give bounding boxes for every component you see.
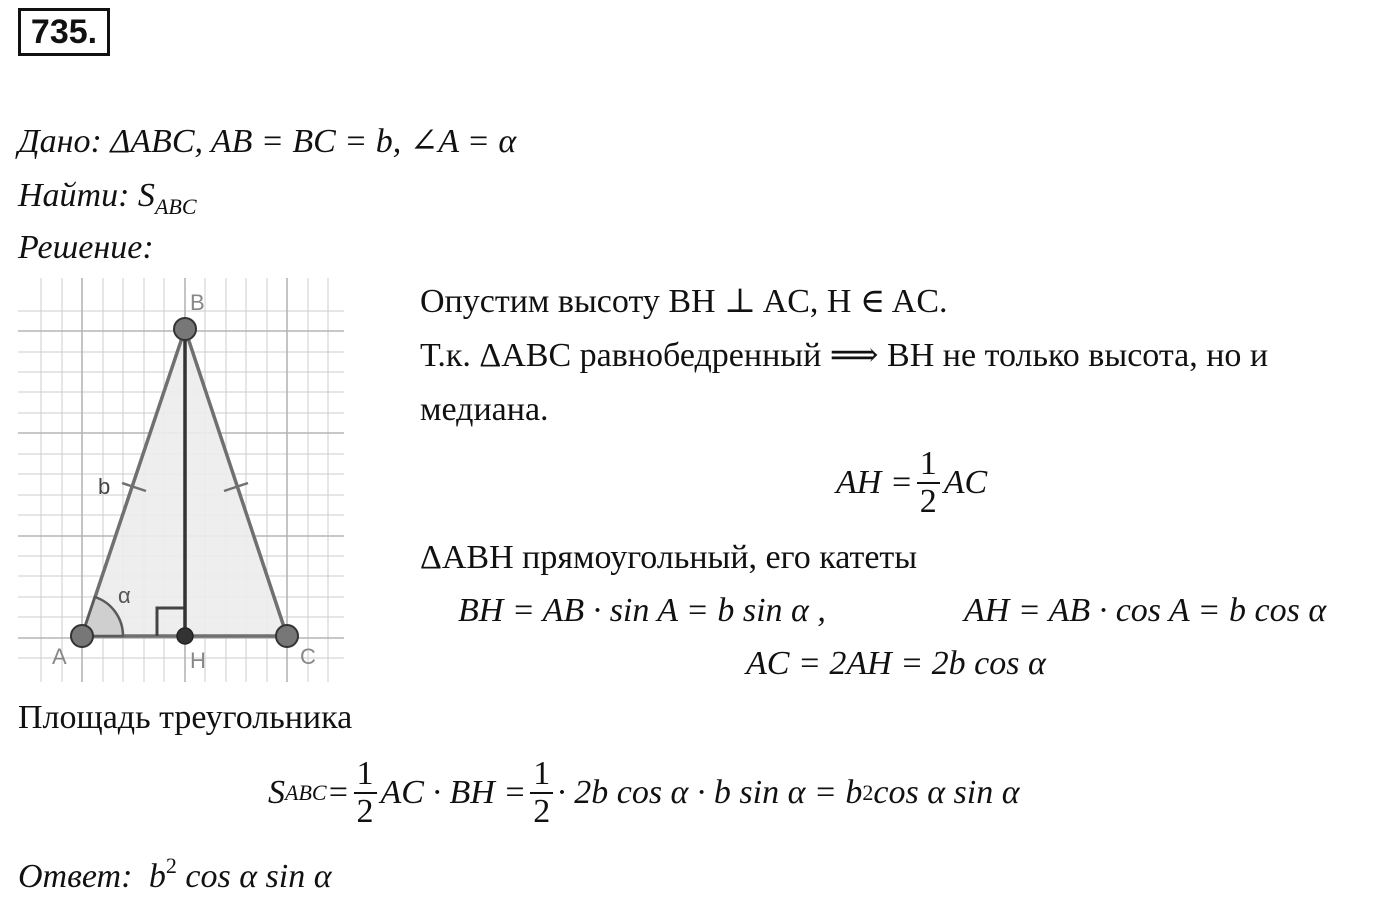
area-fraction-1 bbox=[354, 756, 377, 830]
label-side-b: b bbox=[98, 474, 111, 499]
given-label: Дано bbox=[18, 123, 91, 160]
triangle-figure bbox=[18, 278, 348, 686]
area-tail-2: cos α sin α bbox=[873, 774, 1020, 811]
ah-formula bbox=[836, 442, 987, 524]
ah-right: AC bbox=[943, 464, 988, 501]
label-c: C bbox=[300, 644, 316, 669]
point-c bbox=[276, 625, 298, 647]
label-h: H bbox=[190, 648, 206, 673]
bh-equation: BH = AB · sin A = b sin α , bbox=[458, 592, 826, 629]
solution-label: Решение: bbox=[18, 229, 154, 266]
area-label: Площадь треугольника bbox=[18, 699, 353, 736]
point-a bbox=[71, 625, 93, 647]
point-b bbox=[174, 318, 196, 340]
answer-sup: 2 bbox=[165, 853, 177, 878]
area-sup: 2 bbox=[862, 780, 874, 805]
label-b: B bbox=[190, 290, 205, 315]
text-line-3: медиана. bbox=[420, 391, 549, 428]
answer-b: b bbox=[148, 858, 166, 895]
find-sub: ABC bbox=[154, 194, 197, 219]
area-formula bbox=[268, 750, 1020, 836]
area-fraction-2 bbox=[530, 756, 553, 830]
area-s: S bbox=[268, 774, 285, 811]
ah-den: 2 bbox=[919, 483, 937, 520]
area-sub: ABC bbox=[285, 780, 327, 805]
area-eq: = bbox=[326, 774, 350, 811]
given-text: : ΔABC, AB = BC = b, ∠A = α bbox=[90, 123, 517, 160]
find-text: : S bbox=[118, 177, 155, 214]
area-den-2: 2 bbox=[533, 793, 551, 830]
area-den-1: 2 bbox=[356, 793, 374, 830]
problem-number: 735. bbox=[18, 8, 110, 56]
text-line-2: Т.к. ΔABC равнобедренный ⟹ BH не только высота, но и bbox=[420, 337, 1269, 374]
ah-num: 1 bbox=[917, 446, 940, 484]
text-line-4: ΔABH прямоугольный, его катеты bbox=[420, 539, 918, 576]
answer-tail: cos α sin α bbox=[176, 858, 332, 895]
area-tail-1: · 2b cos α · b sin α = b bbox=[557, 774, 863, 811]
find-line bbox=[18, 176, 197, 227]
answer-label: Ответ: bbox=[18, 858, 133, 895]
area-mid: AC · BH = bbox=[380, 774, 527, 811]
point-h bbox=[177, 628, 193, 644]
ah-left: AH = bbox=[836, 464, 913, 501]
ac-equation: AC = 2AH = 2b cos α bbox=[746, 645, 1046, 682]
find-label: Найти bbox=[18, 177, 119, 214]
label-alpha: α bbox=[118, 583, 131, 608]
area-num-1: 1 bbox=[354, 756, 377, 794]
answer-line bbox=[18, 846, 332, 897]
ah-fraction bbox=[917, 446, 940, 520]
ah-equation: AH = AB · cos A = b cos α bbox=[964, 592, 1327, 629]
area-num-2: 1 bbox=[530, 756, 553, 794]
text-line-1: Опустим высоту BH ⊥ AC, H ∈ AC. bbox=[420, 283, 948, 320]
label-a: A bbox=[52, 644, 67, 669]
given-line bbox=[18, 122, 516, 162]
